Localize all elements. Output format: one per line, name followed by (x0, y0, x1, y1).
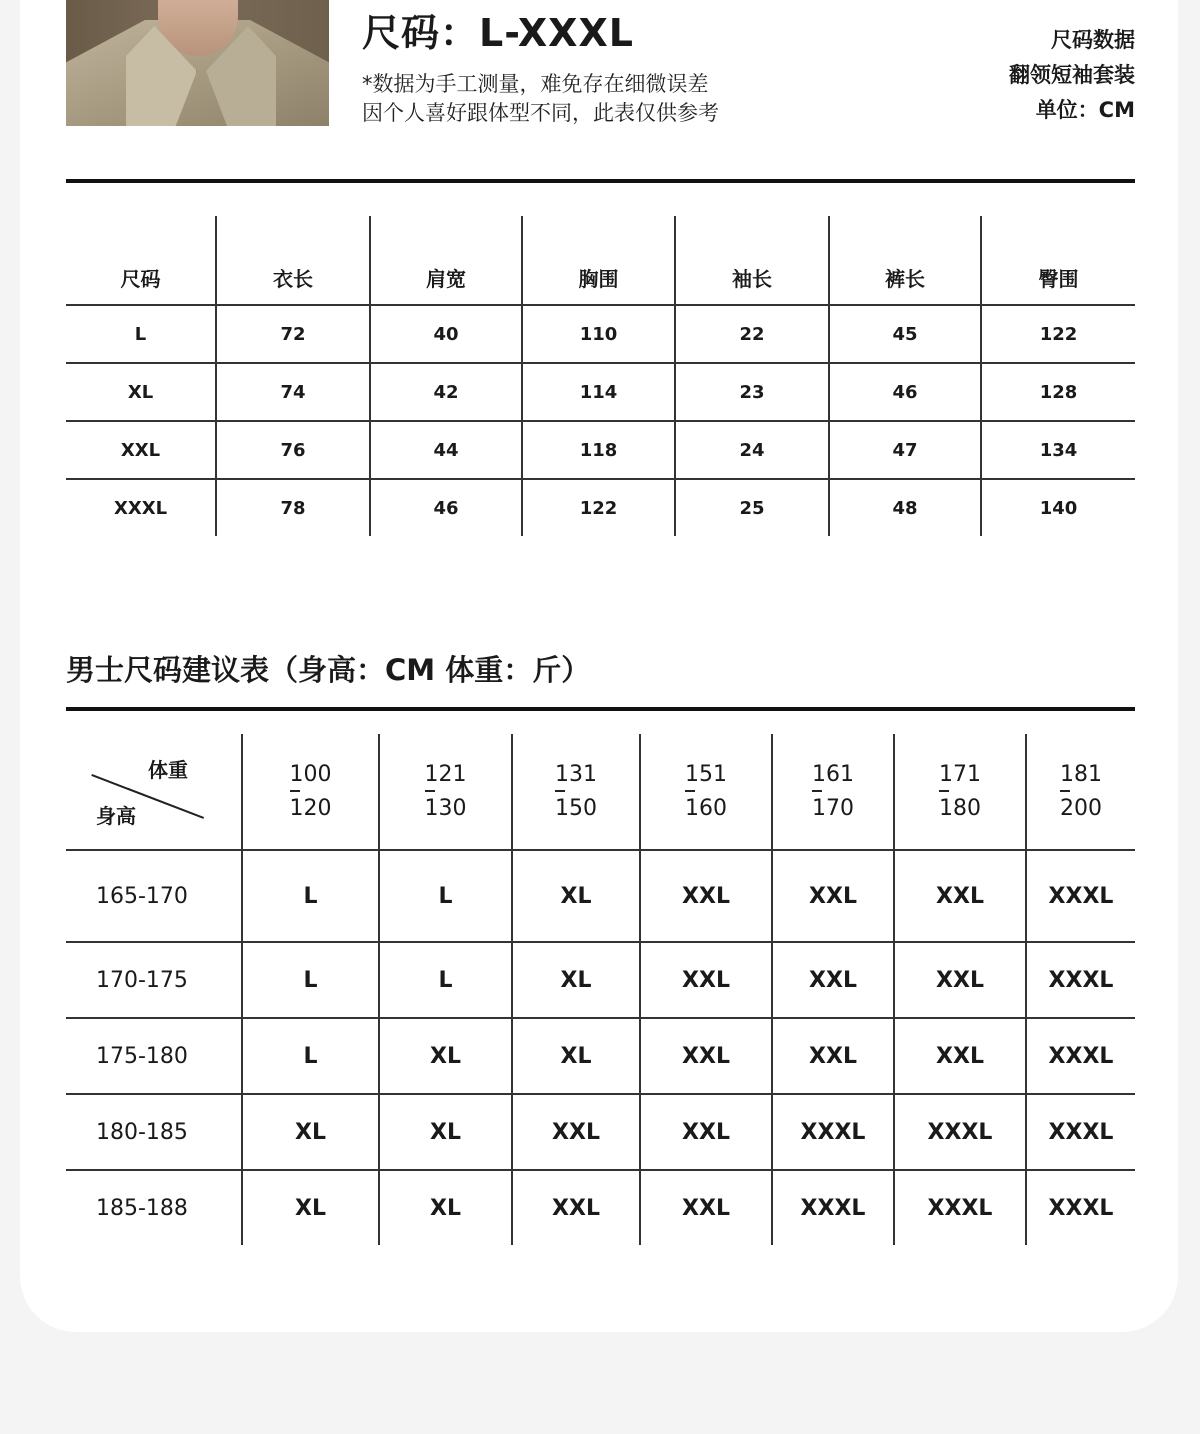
height-range-cell: 185-188 (96, 1195, 188, 1221)
disclaimer-line-1: *数据为手工测量，难免存在细微误差 (362, 72, 709, 96)
measurement-cell: 76 (216, 421, 370, 479)
recommended-size-cell: XXL (512, 1170, 640, 1245)
weight-to: 200 (1060, 795, 1102, 821)
size-header-cell: 胸围 (522, 216, 675, 305)
corner-weight-label: 体重 (148, 758, 188, 782)
measurement-cell: 47 (829, 421, 981, 479)
recommended-size-cell: XXXL (1026, 1094, 1135, 1170)
measurement-cell: 140 (981, 479, 1135, 536)
measurement-cell: 45 (829, 305, 981, 363)
measurement-cell: 44 (370, 421, 522, 479)
size-label-cell: XXL (66, 421, 216, 479)
size-header-cell: 袖长 (675, 216, 829, 305)
measurement-cell: 42 (370, 363, 522, 421)
recommended-size-cell: L (242, 942, 379, 1018)
recommendation-divider (66, 707, 1135, 711)
recommended-size-cell: XXL (640, 1094, 772, 1170)
weight-to: 180 (939, 795, 981, 821)
size-header-cell: 衣长 (216, 216, 370, 305)
recommended-size-cell: XL (512, 1018, 640, 1094)
table-row (66, 1094, 1135, 1170)
weight-from: 131 (555, 761, 597, 787)
size-header-cell: 臀围 (981, 216, 1135, 305)
recommended-size-cell: XXXL (772, 1170, 894, 1245)
measurement-cell: 128 (981, 363, 1135, 421)
measurement-cell: 110 (522, 305, 675, 363)
recommended-size-cell: XXL (894, 942, 1026, 1018)
recommended-size-cell: XXXL (1026, 1018, 1135, 1094)
disclaimer-line-2: 因个人喜好跟体型不同，此表仅供参考 (362, 101, 719, 125)
recommended-size-cell: XXL (772, 850, 894, 942)
recommended-size-cell: XXL (512, 1094, 640, 1170)
measurement-cell: 40 (370, 305, 522, 363)
meta-unit: 单位：CM (1035, 98, 1135, 122)
recommended-size-cell: XXXL (1026, 850, 1135, 942)
recommended-size-cell: XXXL (772, 1094, 894, 1170)
recommended-size-cell: XXL (894, 850, 1026, 942)
weight-range-header (379, 734, 512, 850)
size-label-cell: XXXL (113, 497, 168, 519)
recommended-size-cell: XL (379, 1170, 512, 1245)
recommended-size-cell: L (379, 850, 512, 942)
weight-to: 120 (289, 795, 332, 821)
recommended-size-cell: XXL (640, 1018, 772, 1094)
recommended-size-cell: XXL (640, 850, 772, 942)
table-row (66, 305, 1135, 363)
recommended-size-cell: L (242, 1018, 379, 1094)
weight-to: 150 (555, 795, 597, 821)
measurement-cell: 48 (829, 479, 981, 536)
recommended-size-cell: XL (242, 1094, 379, 1170)
measurement-cell: 23 (675, 363, 829, 421)
weight-to: 130 (424, 795, 467, 821)
height-range-cell: 165-170 (66, 850, 242, 942)
recommended-size-cell: XXL (640, 942, 772, 1018)
height-range-cell: 170-175 (66, 942, 242, 1018)
measurement-cell: 22 (675, 305, 829, 363)
recommendation-title: 男士尺码建议表（身高：CM 体重：斤） (66, 653, 591, 687)
table-row (66, 1018, 1135, 1094)
measurement-cell: 122 (981, 305, 1135, 363)
weight-range-header (894, 734, 1026, 850)
recommended-size-cell: XL (512, 850, 640, 942)
weight-from: 181 (1060, 761, 1102, 787)
meta-size-data: 尺码数据 (1051, 28, 1135, 52)
measurement-cell: 118 (522, 421, 675, 479)
table-row (66, 363, 1135, 421)
weight-to: 170 (812, 795, 854, 821)
measurement-cell: 25 (675, 479, 829, 536)
weight-from: 161 (812, 761, 854, 787)
measurement-cell: 46 (829, 363, 981, 421)
weight-range-header (640, 734, 772, 850)
recommended-size-cell: XXXL (1026, 942, 1135, 1018)
size-label-cell: L (66, 305, 216, 363)
recommended-size-cell: XXL (772, 942, 894, 1018)
height-range-cell: 180-185 (66, 1094, 242, 1170)
recommended-size-cell: L (379, 942, 512, 1018)
measurement-cell: 46 (370, 479, 522, 536)
recommended-size-cell: XL (379, 1094, 512, 1170)
recommended-size-cell: XXXL (1026, 1170, 1135, 1245)
recommended-size-cell: XXL (894, 1018, 1026, 1094)
measurement-cell: 114 (522, 363, 675, 421)
weight-from: 171 (939, 761, 981, 787)
weight-range-header (242, 734, 379, 850)
table-row (66, 1170, 1135, 1245)
recommended-size-cell: XL (242, 1170, 379, 1245)
weight-from: 151 (685, 761, 727, 787)
recommended-size-cell: XL (512, 942, 640, 1018)
measurement-cell: 78 (216, 479, 370, 536)
measurement-cell: 24 (675, 421, 829, 479)
table-row (66, 421, 1135, 479)
measurement-cell: 72 (216, 305, 370, 363)
weight-to: 160 (685, 795, 727, 821)
size-header-cell: 肩宽 (370, 216, 522, 305)
measurement-cell: 74 (216, 363, 370, 421)
size-recommendation-table (66, 734, 1135, 1245)
measurement-cell: 122 (522, 479, 675, 536)
recommended-size-cell: XXL (640, 1170, 772, 1245)
page-title: 尺码：L-XXXL (362, 11, 634, 55)
recommended-size-cell: L (242, 850, 379, 942)
size-header-cell: 裤长 (829, 216, 981, 305)
recommended-size-cell: XL (379, 1018, 512, 1094)
weight-range-header (772, 734, 894, 850)
model-photo (66, 0, 329, 126)
corner-cell (66, 734, 242, 850)
size-label-cell: XL (66, 363, 216, 421)
size-measurement-table (66, 216, 1135, 536)
weight-range-header (1026, 734, 1135, 850)
weight-range-header (512, 734, 640, 850)
size-header-cell: 尺码 (66, 216, 216, 305)
corner-height-label: 身高 (96, 804, 136, 828)
table-row (66, 479, 1135, 536)
recommended-size-cell: XXXL (894, 1094, 1026, 1170)
size-header-row (66, 216, 1135, 305)
table-row (66, 850, 1135, 942)
header-divider (66, 179, 1135, 183)
recommended-size-cell: XXXL (894, 1170, 1026, 1245)
weight-from: 121 (424, 761, 467, 787)
height-range-cell: 175-180 (66, 1018, 242, 1094)
weight-from: 100 (289, 761, 332, 787)
meta-product-name: 翻领短袖套装 (1009, 63, 1135, 87)
measurement-cell: 134 (981, 421, 1135, 479)
recommended-size-cell: XXL (772, 1018, 894, 1094)
recommendation-header-row (66, 734, 1135, 850)
table-row (66, 942, 1135, 1018)
